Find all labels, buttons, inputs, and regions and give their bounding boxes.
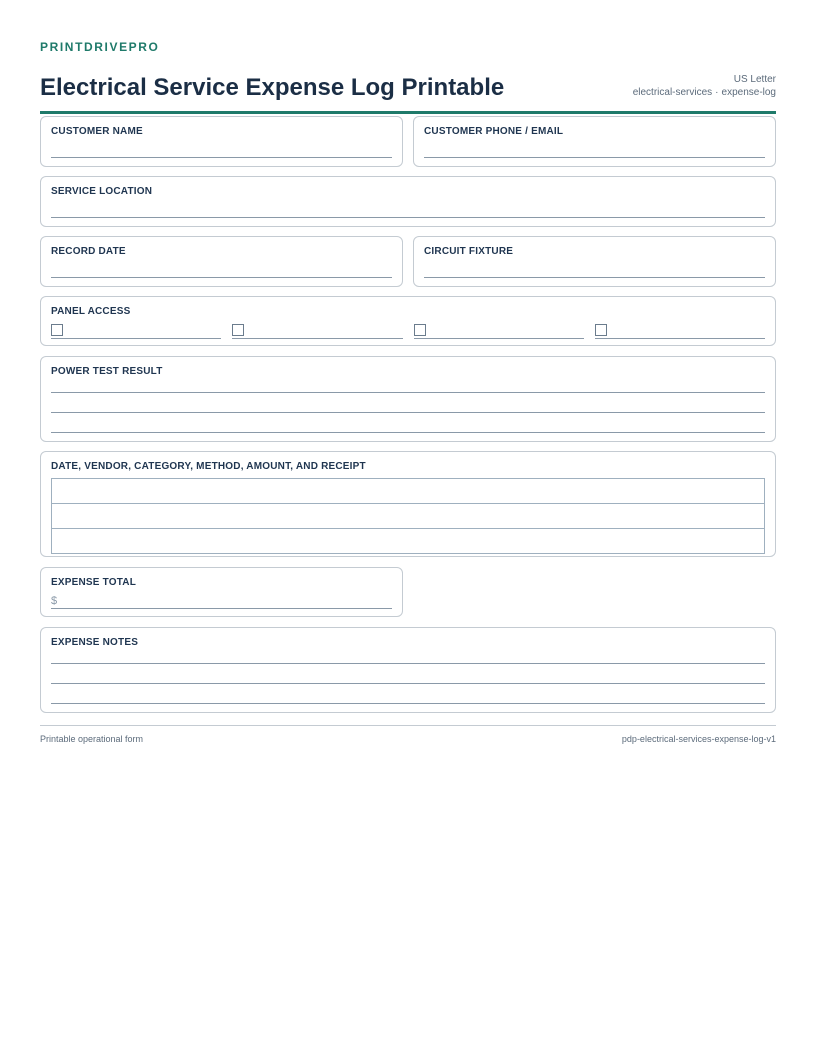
tag: expense-log (721, 87, 776, 98)
write-line[interactable] (51, 392, 765, 393)
checkbox-option[interactable] (232, 323, 402, 339)
checkbox[interactable] (414, 324, 426, 336)
write-line[interactable] (51, 663, 765, 664)
expense-notes-field[interactable] (40, 627, 776, 713)
customer-name-field[interactable] (40, 116, 403, 167)
table-row (52, 529, 765, 554)
checkbox-option[interactable] (51, 323, 221, 339)
service-location-field[interactable] (40, 176, 776, 227)
currency-prefix: $ (51, 595, 58, 607)
table-row (52, 504, 765, 529)
brand-name: PRINTDRIVEPRO (40, 40, 160, 54)
expense-total-field[interactable] (40, 567, 403, 617)
write-line[interactable] (51, 217, 765, 218)
field-label: CUSTOMER NAME (51, 126, 143, 137)
document-meta (633, 73, 776, 99)
write-line[interactable] (51, 703, 765, 704)
field-label: CIRCUIT FIXTURE (424, 246, 514, 257)
field-label: SERVICE LOCATION (51, 186, 153, 197)
checkbox[interactable] (595, 324, 607, 336)
tag-separator: · (715, 87, 719, 98)
page-title: Electrical Service Expense Log Printable (40, 74, 505, 101)
write-line[interactable] (51, 157, 392, 158)
checkbox-option[interactable] (414, 323, 584, 339)
power-test-result-field[interactable] (40, 356, 776, 442)
write-line[interactable] (424, 277, 765, 278)
customer-contact-field[interactable] (413, 116, 776, 167)
record-date-field[interactable] (40, 236, 403, 287)
paper-size: US Letter (733, 74, 776, 85)
page-header (40, 54, 776, 114)
tag-list (633, 86, 776, 99)
table-cell[interactable] (52, 479, 765, 504)
write-line[interactable] (51, 608, 392, 609)
write-line[interactable] (51, 432, 765, 433)
page-footer (40, 725, 776, 744)
write-line[interactable] (51, 277, 392, 278)
table-row (52, 479, 765, 504)
tag: electrical-services (632, 87, 713, 98)
form-id: pdp-electrical-services-expense-log-v1 (621, 734, 776, 744)
table-cell[interactable] (52, 529, 765, 554)
panel-access-field (40, 296, 776, 346)
form-page (40, 40, 776, 114)
field-label: CUSTOMER PHONE / EMAIL (424, 126, 564, 137)
expense-table-field (40, 451, 776, 557)
footer-description: Printable operational form (40, 734, 144, 744)
table-cell[interactable] (52, 504, 765, 529)
field-label: EXPENSE TOTAL (51, 577, 137, 588)
checkbox-group (51, 323, 765, 339)
checkbox[interactable] (232, 324, 244, 336)
checkbox-option[interactable] (595, 323, 765, 339)
field-label: DATE, VENDOR, CATEGORY, METHOD, AMOUNT, AND RECEIPT (51, 461, 366, 472)
write-line[interactable] (51, 412, 765, 413)
circuit-fixture-field[interactable] (413, 236, 776, 287)
field-label: EXPENSE NOTES (51, 637, 139, 648)
write-line[interactable] (424, 157, 765, 158)
expense-table (51, 478, 765, 554)
checkbox[interactable] (51, 324, 63, 336)
field-label: PANEL ACCESS (51, 306, 131, 317)
write-line[interactable] (51, 683, 765, 684)
field-label: RECORD DATE (51, 246, 126, 257)
field-label: POWER TEST RESULT (51, 366, 163, 377)
